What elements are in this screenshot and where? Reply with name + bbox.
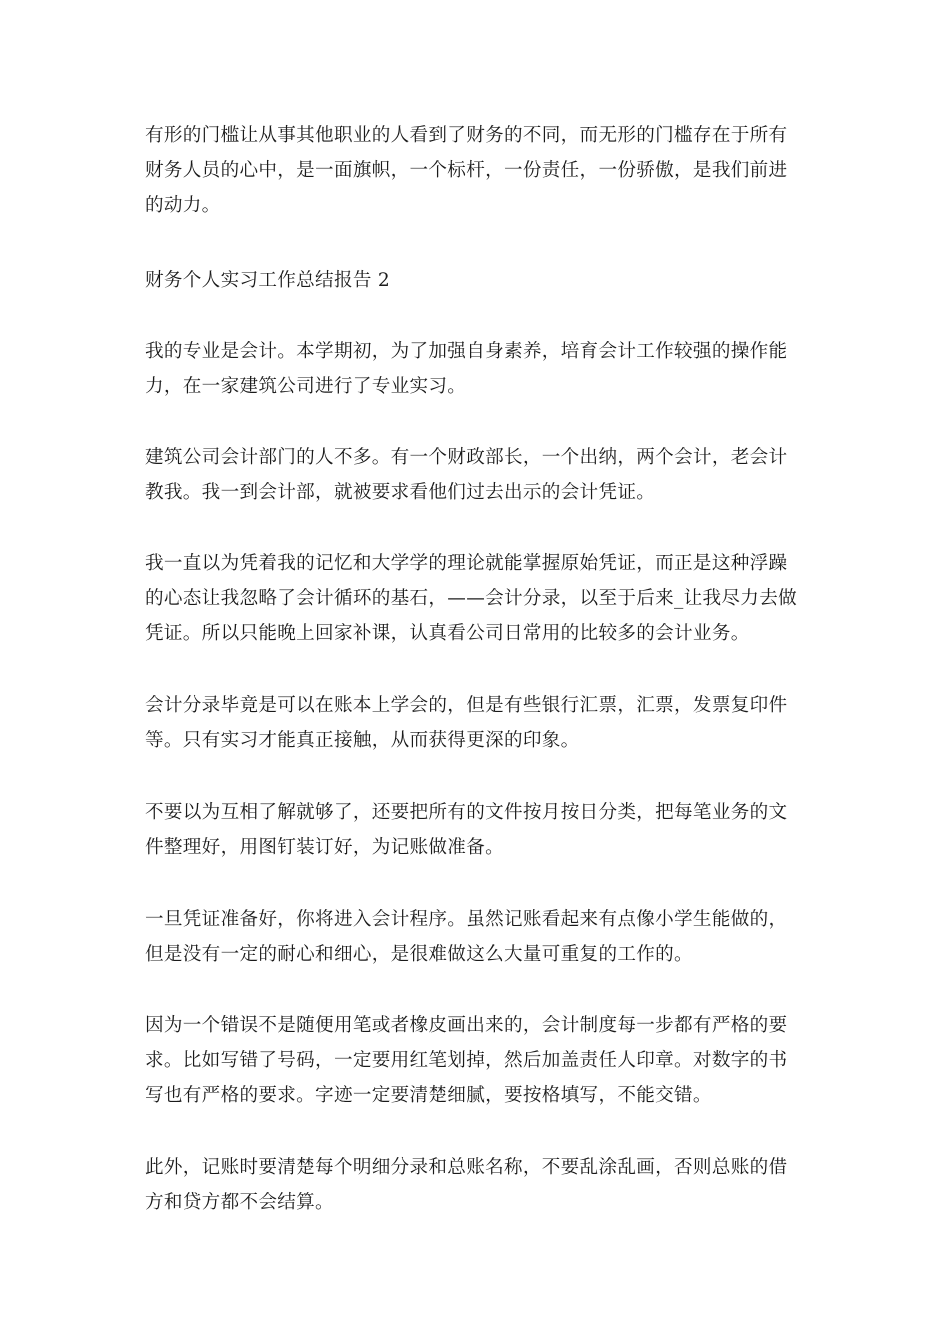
text-line: 的心态让我忽略了会计循环的基石，——会计分录，以至于后来_让我尽力去做 [145,588,797,609]
text-line: 此外，记账时要清楚每个明细分录和总账名称，不要乱涂乱画，否则总账的借 [145,1157,788,1178]
section-heading [145,263,810,298]
text-line: 有形的门槛让从事其他职业的人看到了财务的不同，而无形的门槛存在于所有 [145,125,788,146]
heading-text: 财务个人实习工作总结报告 2 [145,270,391,291]
paragraph-bookkeeping [145,902,810,972]
paragraph-vouchers [145,546,810,651]
paragraph-entries [145,688,810,758]
text-line: 凭证。所以只能晚上回家补课，认真看公司日常用的比较多的会计业务。 [145,623,750,644]
text-line: 因为一个错误不是随便用笔或者橡皮画出来的，会计制度每一步都有严格的要 [145,1015,788,1036]
paragraph-major [145,334,810,404]
text-line: 不要以为互相了解就够了，还要把所有的文件按月按日分类，把每笔业务的文 [145,802,788,823]
text-line: 等。只有实习才能真正接触，从而获得更深的印象。 [145,730,580,751]
text-line: 一旦凭证准备好，你将进入会计程序。虽然记账看起来有点像小学生能做的， [145,909,788,930]
text-line: 我一直以为凭着我的记忆和大学学的理论就能掌握原始凭证，而正是这种浮躁 [145,553,788,574]
text-line: 会计分录毕竟是可以在账本上学会的，但是有些银行汇票，汇票，发票复印件 [145,695,788,716]
text-line: 教我。我一到会计部，就被要求看他们过去出示的会计凭证。 [145,482,656,503]
paragraph-errors [145,1008,810,1113]
text-line: 但是没有一定的耐心和细心，是很难做这么大量可重复的工作的。 [145,944,693,965]
text-line: 件整理好，用图钉装订好，为记账做准备。 [145,837,504,858]
text-line: 方和贷方都不会结算。 [145,1192,334,1213]
text-line: 建筑公司会计部门的人不多。有一个财政部长，一个出纳，两个会计，老会计 [145,447,788,468]
text-line: 写也有严格的要求。字迹一定要清楚细腻，要按格填写，不能交错。 [145,1085,712,1106]
paragraph-filing [145,795,810,865]
paragraph-department [145,440,810,510]
text-line: 的动力。 [145,195,221,216]
text-line: 我的专业是会计。本学期初，为了加强自身素养，培育会计工作较强的操作能 [145,341,788,362]
paragraph-threshold [145,118,810,223]
paragraph-ledger [145,1150,810,1220]
text-line: 求。比如写错了号码，一定要用红笔划掉，然后加盖责任人印章。对数字的书 [145,1050,788,1071]
text-line: 财务人员的心中，是一面旗帜，一个标杆，一份责任，一份骄傲，是我们前进 [145,160,788,181]
text-line: 力，在一家建筑公司进行了专业实习。 [145,376,467,397]
